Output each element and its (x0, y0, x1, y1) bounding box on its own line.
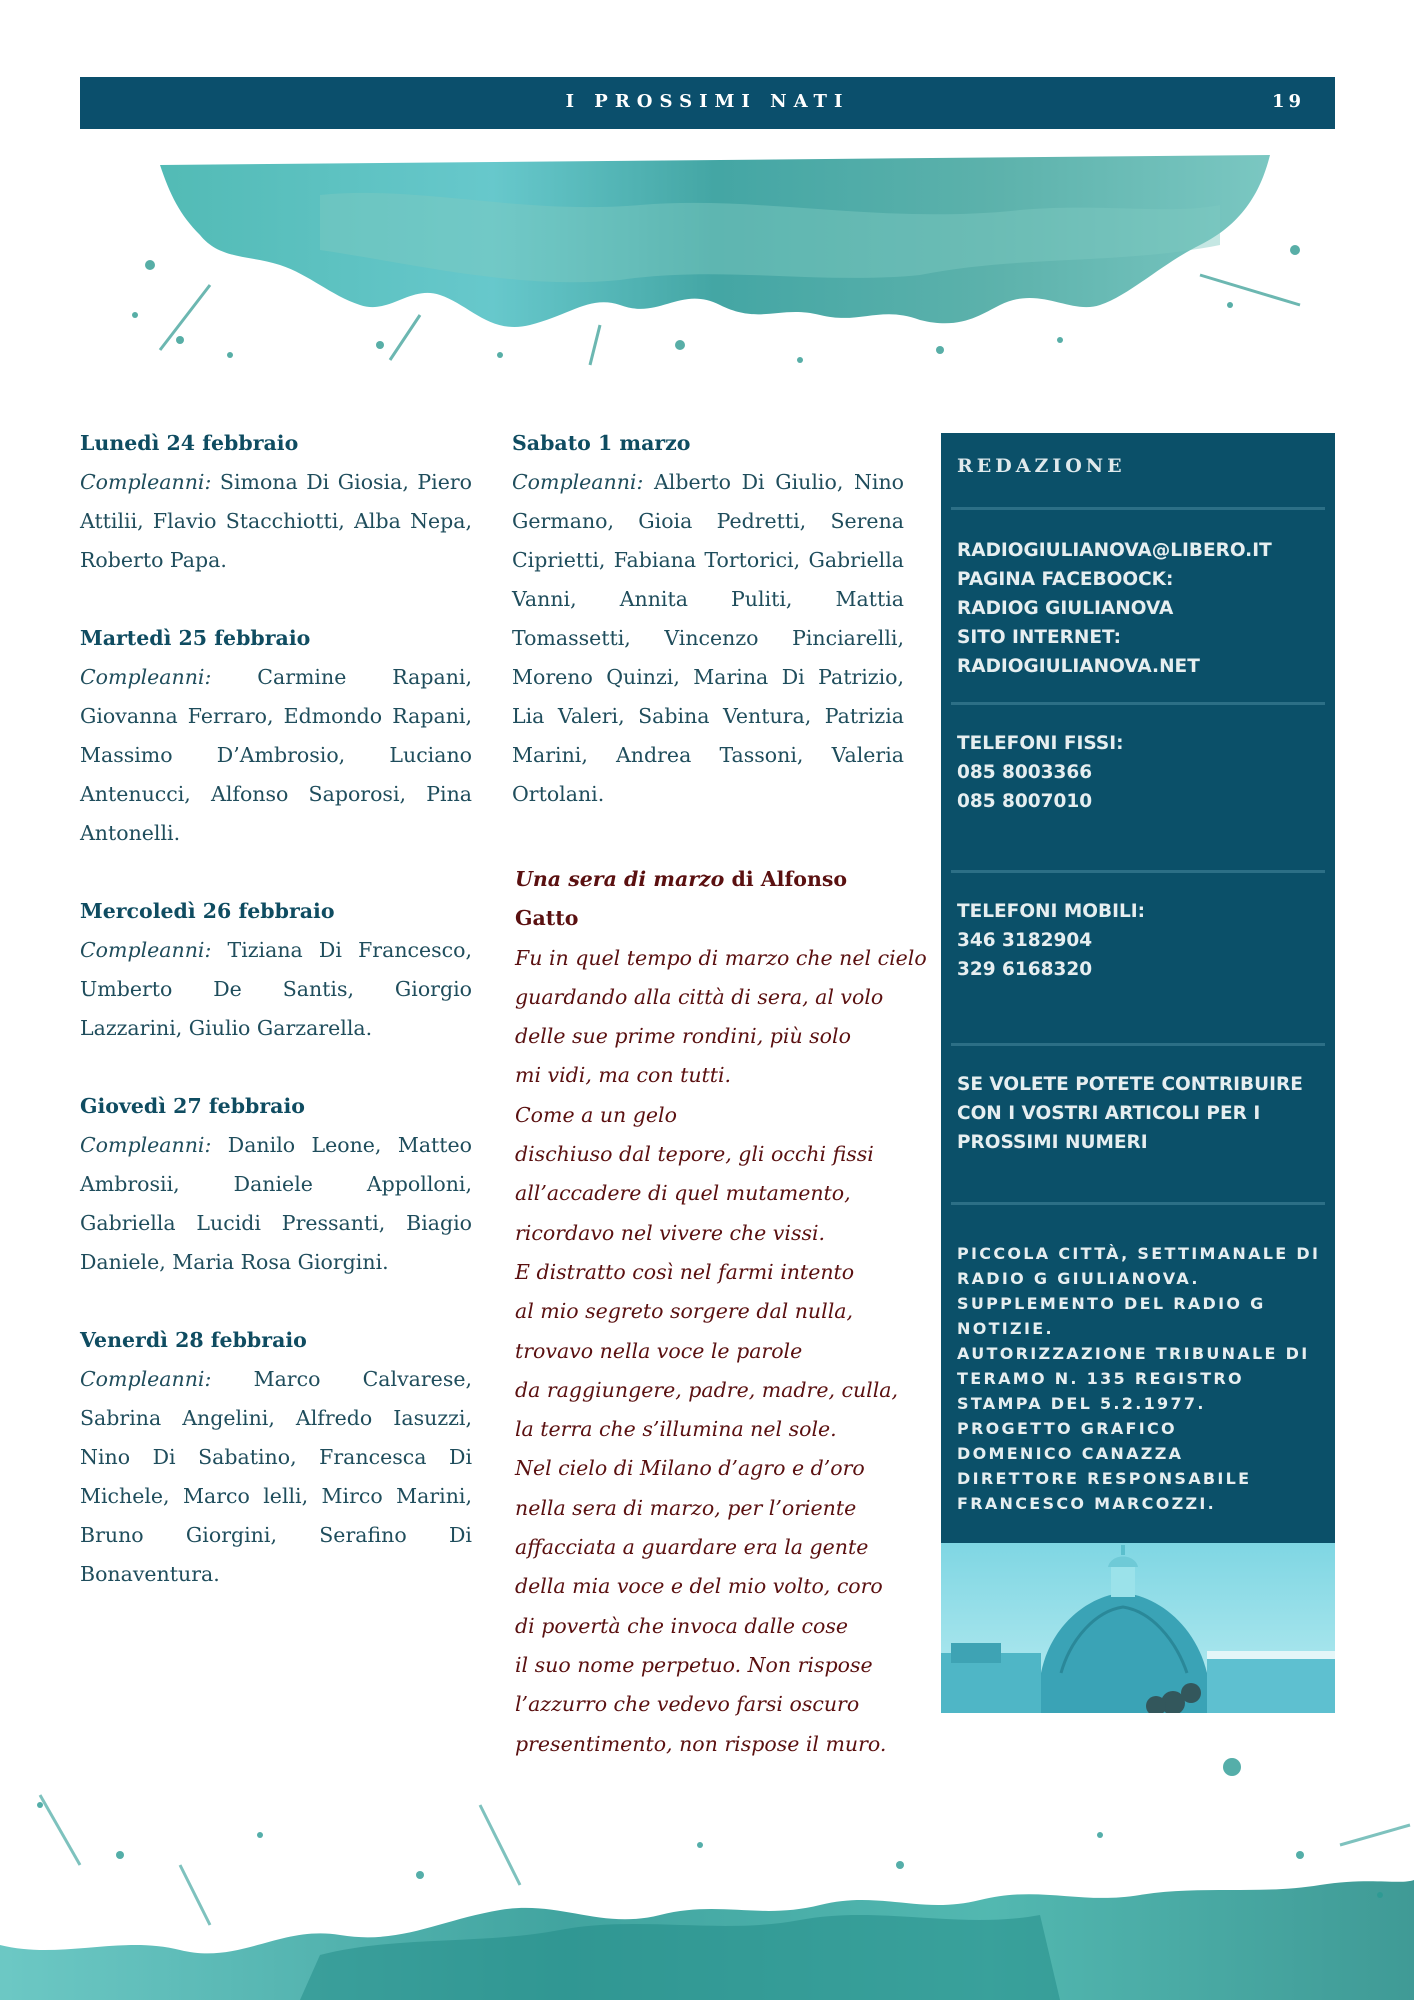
contribute-line: SE VOLETE POTETE CONTRIBUIRE (957, 1074, 1303, 1095)
poem-line: Nel cielo di Milano d’agro e d’oro (515, 1456, 865, 1481)
website-link[interactable]: RADIOGIULIANOVA.NET (957, 656, 1200, 677)
poem-line: mi vidi, ma con tutti. (515, 1063, 732, 1088)
poem-line: al mio segreto sorgere dal nulla, (515, 1299, 853, 1324)
colophon-line: RADIO G GIULIANOVA. (957, 1269, 1200, 1288)
colophon (957, 1241, 1329, 1516)
names-list: Tiziana Di Francesco, Umberto De Santis, Giorgio Lazzarini, Giulio Garzarella. (80, 938, 472, 1040)
phone-number: 085 8007010 (957, 791, 1093, 812)
email-link[interactable]: RADIOGIULIANOVA@LIBERO.IT (957, 540, 1272, 561)
fixed-phones (957, 729, 1327, 816)
poem-line: da raggiungere, padre, madre, culla, (515, 1377, 899, 1402)
website-label: SITO INTERNET: (957, 627, 1121, 648)
mobile-phones-label: TELEFONI MOBILI: (957, 901, 1146, 922)
birthday-label: Compleanni: (80, 665, 212, 689)
contribute-note (957, 1070, 1327, 1157)
day-title: Martedì 25 febbraio (80, 626, 311, 650)
poem-line: E distratto così nel farmi intento (515, 1259, 855, 1284)
colophon-line: NOTIZIE. (957, 1319, 1054, 1338)
poem-author: di Alfonso Gatto (515, 867, 848, 931)
colophon-line: AUTORIZZAZIONE TRIBUNALE DI (957, 1344, 1310, 1363)
colophon-line: DIRETTORE RESPONSABILE (957, 1469, 1252, 1488)
contribute-line: CON I VOSTRI ARTICOLI PER I (957, 1103, 1261, 1124)
sidebar-heading: REDAZIONE (957, 455, 1126, 477)
sidebar-divider (951, 1043, 1325, 1046)
poem-line: nella sera di marzo, per l’oriente (515, 1495, 857, 1520)
contact-info (957, 536, 1327, 681)
section-title: I PROSSIMI NATI (565, 91, 850, 112)
sidebar-divider (951, 1202, 1325, 1205)
colophon-line: SUPPLEMENTO DEL RADIO G (957, 1294, 1266, 1313)
poem-line: di povertà che invoca dalle cose (515, 1613, 848, 1638)
birthday-entry (80, 619, 472, 853)
dome-photo (941, 1543, 1335, 1713)
poem-title-text: Una sera di marzo (515, 867, 725, 891)
day-title: Giovedì 27 febbraio (80, 1094, 305, 1118)
names-list: Alberto Di Giulio, Nino Germano, Gioia Pedretti, Serena Ciprietti, Fabiana Tortorici, Gabriella Vanni, Annita Puliti, Mattia Tomassetti, Vincenzo Pinciarelli, Moreno Quinzi, Marina Di Patrizio, Lia Valeri, Sabina Ventura, Patrizia Marini, Andrea Tassoni, Valeria Ortolani. (512, 470, 904, 806)
header-bar (80, 77, 1335, 129)
poem-line: il suo nome perpetuo. Non rispose (515, 1652, 873, 1677)
redazione-sidebar (941, 433, 1335, 1713)
mobile-phones (957, 897, 1327, 984)
phone-number: 329 6168320 (957, 959, 1093, 980)
birthday-names (80, 463, 472, 580)
birthday-entry (80, 424, 472, 580)
poem-line: della mia voce e del mio volto, coro (515, 1574, 883, 1599)
birthday-entry (512, 424, 904, 814)
birthday-names (80, 931, 472, 1048)
phone-number: 346 3182904 (957, 930, 1093, 951)
poem-line: la terra che s’illumina nel sole. (515, 1417, 837, 1442)
colophon-line: PICCOLA CITTÀ, SETTIMANALE DI (957, 1244, 1321, 1263)
colophon-line: TERAMO N. 135 REGISTRO (957, 1369, 1244, 1388)
colophon-line: DOMENICO CANAZZA (957, 1444, 1184, 1463)
names-list: Danilo Leone, Matteo Ambrosii, Daniele Appolloni, Gabriella Lucidi Pressanti, Biagio Daniele, Maria Rosa Giorgini. (80, 1133, 472, 1274)
day-title: Lunedì 24 febbraio (80, 431, 299, 455)
fixed-phones-label: TELEFONI FISSI: (957, 733, 1124, 754)
poem-line: presentimento, non rispose il muro. (515, 1731, 887, 1756)
poem-line: Fu in quel tempo di marzo che nel cielo (515, 945, 927, 970)
page-number: 19 (1271, 91, 1305, 112)
birthdays-column-middle (512, 424, 904, 853)
poem (515, 860, 927, 1764)
sidebar-divider (951, 507, 1325, 510)
poem-line: guardando alla città di sera, al volo (515, 984, 884, 1009)
birthday-names (512, 463, 904, 814)
colophon-line: FRANCESCO MARCOZZI. (957, 1494, 1217, 1513)
birthday-label: Compleanni: (512, 470, 644, 494)
birthday-names (80, 1360, 472, 1594)
contribute-line: PROSSIMI NUMERI (957, 1132, 1148, 1153)
facebook-label: PAGINA FACEBOOCK: (957, 569, 1174, 590)
birthday-label: Compleanni: (80, 1133, 212, 1157)
birthday-names (80, 1126, 472, 1282)
names-list: Simona Di Giosia, Piero Attilii, Flavio Stacchiotti, Alba Nepa, Roberto Papa. (80, 470, 472, 572)
sidebar-divider (951, 870, 1325, 873)
poem-title (515, 860, 915, 939)
day-title: Venerdì 28 febbraio (80, 1328, 307, 1352)
bottom-watercolor-splash (0, 1745, 1414, 2000)
top-watercolor-splash (120, 155, 1320, 370)
colophon-line: PROGETTO GRAFICO (957, 1419, 1177, 1438)
poem-line: dischiuso dal tepore, gli occhi fissi (515, 1142, 874, 1167)
poem-line: affacciata a guardare era la gente (515, 1535, 869, 1560)
poem-line: ricordavo nel vivere che vissi. (515, 1220, 826, 1245)
poem-line: delle sue prime rondini, più solo (515, 1024, 851, 1049)
phone-number: 085 8003366 (957, 762, 1093, 783)
day-title: Sabato 1 marzo (512, 431, 691, 455)
birthday-entry (80, 1087, 472, 1282)
sidebar-divider (951, 702, 1325, 705)
names-list: Marco Calvarese, Sabrina Angelini, Alfredo Iasuzzi, Nino Di Sabatino, Francesca Di Michele, Marco lelli, Mirco Marini, Bruno Giorgini, Serafino Di Bonaventura. (80, 1367, 472, 1586)
birthdays-column-left (80, 424, 472, 1633)
poem-line: Come a un gelo (515, 1102, 677, 1127)
birthday-names (80, 658, 472, 853)
poem-line: trovavo nella voce le parole (515, 1338, 803, 1363)
colophon-line: STAMPA DEL 5.2.1977. (957, 1394, 1206, 1413)
day-title: Mercoledì 26 febbraio (80, 899, 335, 923)
facebook-link[interactable]: RADIOG GIULIANOVA (957, 598, 1174, 619)
poem-line: l’azzurro che vedevo farsi oscuro (515, 1692, 860, 1717)
birthday-entry (80, 1321, 472, 1594)
birthday-label: Compleanni: (80, 1367, 212, 1391)
poem-line: all’accadere di quel mutamento, (515, 1181, 851, 1206)
birthday-label: Compleanni: (80, 470, 212, 494)
names-list: Carmine Rapani, Giovanna Ferraro, Edmondo Rapani, Massimo D’Ambrosio, Luciano Antenucci, Alfonso Saporosi, Pina Antonelli. (80, 665, 472, 845)
birthday-entry (80, 892, 472, 1048)
birthday-label: Compleanni: (80, 938, 212, 962)
